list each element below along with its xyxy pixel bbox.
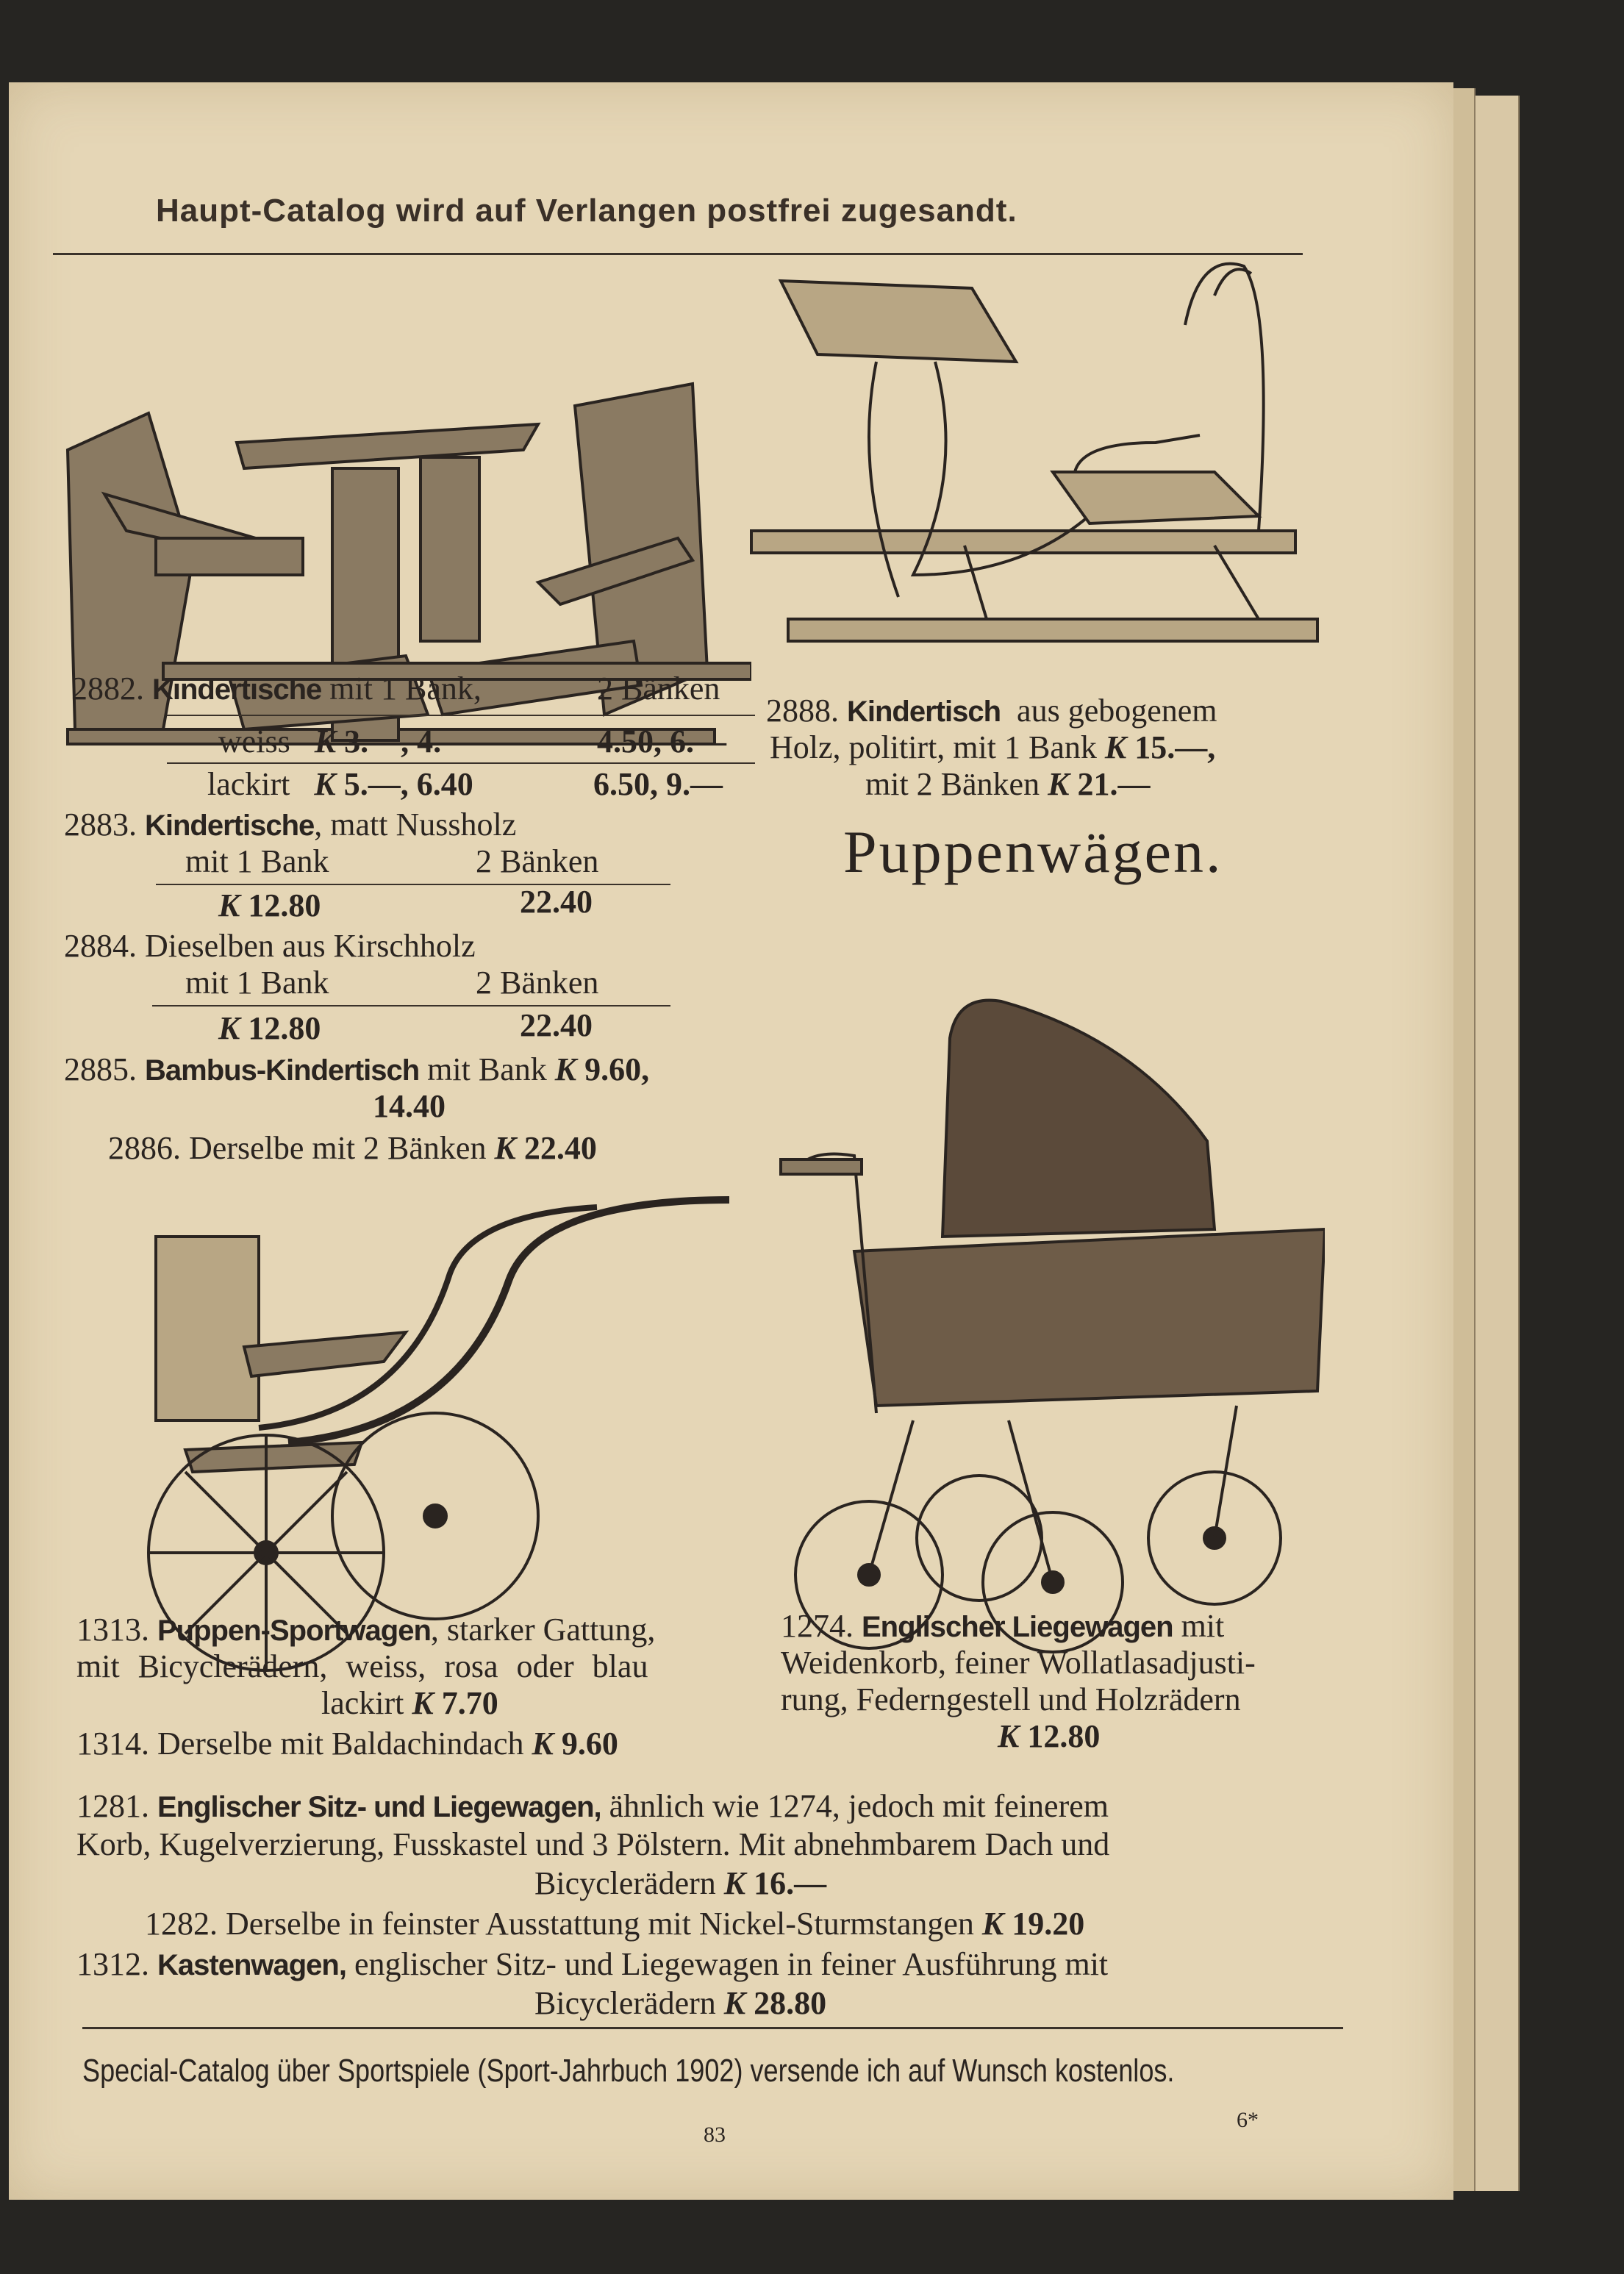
currency-symbol: K — [998, 1718, 1020, 1754]
item-number: 1313. — [76, 1612, 149, 1648]
item-1313 — [76, 1612, 655, 1649]
currency-symbol: K — [554, 1051, 577, 1087]
price-1-bench: 5.—, 6.40 — [343, 766, 473, 802]
item-desc: mit — [1181, 1608, 1225, 1644]
item-number: 2888. — [766, 693, 839, 729]
price-value: 22.40 — [523, 1130, 597, 1166]
item-1281-line3 — [534, 1865, 826, 1902]
item-1281 — [76, 1788, 1109, 1826]
item-2885 — [64, 1051, 649, 1089]
item-1313-line2: mit Bicyclerädern, weiss, rosa oder blau — [76, 1648, 648, 1684]
table-rule — [152, 1005, 670, 1007]
item-desc: , starker Gattung, — [430, 1612, 656, 1648]
price-value: 7.70 — [441, 1685, 498, 1721]
item-desc: lackirt — [321, 1685, 404, 1721]
price-2-benches: 22.40 — [520, 884, 593, 920]
header-title: Haupt-Catalog wird auf Verlangen postfrei zugesandt. — [156, 193, 1017, 229]
item-2888-line2 — [770, 729, 1215, 766]
table-rule — [156, 884, 670, 885]
item-name: Kastenwagen, — [157, 1949, 346, 1981]
table-rule — [167, 762, 755, 764]
footer-note: Special-Catalog über Sportspiele (Sport-Jahrbuch 1902) versende ich auf Wunsch kostenlos. — [82, 2053, 1175, 2089]
item-desc: Derselbe mit Baldachindach — [157, 1726, 524, 1762]
item-name: Englischer Liegewagen — [862, 1611, 1173, 1643]
currency-symbol: K — [314, 723, 337, 759]
price-value: 19.20 — [1012, 1906, 1085, 1942]
currency-symbol: K — [218, 887, 240, 923]
price-value: 12.80 — [248, 887, 321, 923]
currency-symbol: K — [412, 1685, 434, 1721]
item-desc: Bicyclerädern — [534, 1865, 716, 1901]
item-number: 2883. — [64, 807, 137, 843]
col-header-2-benches: 2 Bänken — [597, 671, 720, 707]
item-2886 — [108, 1130, 597, 1167]
item-number: 2885. — [64, 1051, 137, 1087]
item-2884 — [64, 928, 476, 965]
item-number: 1274. — [781, 1608, 854, 1644]
item-1282 — [145, 1906, 1084, 1942]
col-header-1-bench: mit 1 Bank — [185, 965, 329, 1001]
price-row-lackirt — [207, 766, 473, 803]
row-label: weiss — [218, 723, 290, 759]
item-2888-line3 — [865, 766, 1150, 803]
item-1274 — [781, 1608, 1224, 1645]
item-desc: aus gebogenem — [1017, 693, 1217, 729]
col-header-1-bench: mit 1 Bank — [185, 843, 329, 879]
item-number: 1314. — [76, 1726, 149, 1762]
item-number: 1282. — [145, 1906, 218, 1942]
item-1313-line3 — [321, 1685, 498, 1722]
item-1314 — [76, 1726, 618, 1762]
price-2-benches: 22.40 — [520, 1007, 593, 1043]
price-2-benches: 4.50, 6.— — [597, 723, 726, 759]
item-name: Englischer Sitz- und Liegewagen, — [157, 1791, 601, 1823]
item-desc: ähnlich wie 1274, jedoch mit feinerem — [609, 1788, 1109, 1824]
price-value: 15.—, — [1134, 729, 1216, 765]
item-number: 2882. — [71, 671, 144, 707]
currency-symbol: K — [532, 1726, 554, 1762]
item-desc: mit Bank — [427, 1051, 547, 1087]
item-1312 — [76, 1946, 1108, 1984]
item-number: 2884. — [64, 928, 137, 964]
currency-symbol: K — [218, 1010, 240, 1046]
price-1-bench — [218, 1010, 321, 1047]
item-name: Kindertische — [152, 673, 322, 706]
item-1274-line2: Weidenkorb, feiner Wollatlasadjusti- — [781, 1645, 1256, 1681]
item-number: 1281. — [76, 1788, 149, 1824]
item-2888 — [766, 693, 1217, 730]
item-name: Kindertische — [145, 809, 315, 842]
price-value: 9.60 — [561, 1726, 618, 1762]
currency-symbol: K — [723, 1985, 746, 2021]
signature-mark: 6* — [1237, 2108, 1259, 2132]
item-desc: Dieselben aus Kirschholz — [145, 928, 476, 964]
item-1274-line3: rung, Federngestell und Holzrädern — [781, 1681, 1241, 1717]
page-number: 83 — [704, 2123, 726, 2147]
price-value: 9.60, — [584, 1051, 650, 1087]
price-row-weiss — [218, 723, 473, 760]
english-pram-illustration — [766, 906, 1325, 1678]
price-value: 12.80 — [248, 1010, 321, 1046]
item-desc: mit 2 Bänken — [865, 766, 1040, 802]
item-desc: Bicyclerädern — [534, 1985, 716, 2021]
item-number: 2886. — [108, 1130, 181, 1166]
item-desc: Derselbe mit 2 Bänken — [189, 1130, 487, 1166]
item-desc: englischer Sitz- und Liegewagen in feiner Ausführung mit — [354, 1946, 1109, 1982]
item-name: Puppen-Sportwagen — [157, 1615, 431, 1647]
section-title: Puppenwägen. — [843, 818, 1223, 885]
row-label: lackirt — [207, 766, 290, 802]
price-value: 21.— — [1077, 766, 1151, 802]
footer-rule — [82, 2027, 1343, 2029]
price-value: 12.80 — [1027, 1718, 1101, 1754]
item-name: Kindertisch — [847, 696, 1001, 728]
item-name: Bambus-Kindertisch — [145, 1054, 420, 1087]
item-1281-line2: Korb, Kugelverzierung, Fusskastel und 3 Pölstern. Mit abnehmbarem Dach und — [76, 1826, 1110, 1862]
item-desc: Derselbe in feinster Ausstattung mit Nickel-Sturmstangen — [226, 1906, 974, 1942]
currency-symbol: K — [494, 1130, 516, 1166]
catalog-page — [9, 82, 1453, 2200]
price-1-bench — [218, 887, 321, 924]
item-2882 — [71, 671, 482, 708]
table-rule — [167, 715, 755, 716]
col-header-2-benches: 2 Bänken — [476, 965, 599, 1001]
item-desc: mit 1 Bank, — [329, 671, 482, 707]
price-value: 14.40 — [373, 1088, 446, 1124]
item-number: 1312. — [76, 1946, 149, 1982]
item-1274-price — [998, 1718, 1100, 1755]
doll-sport-stroller-illustration — [141, 1170, 744, 1685]
price-value: 28.80 — [754, 1985, 827, 2021]
bentwood-table-bench-illustration — [744, 251, 1332, 663]
price-value: 16.— — [754, 1865, 827, 1901]
price-2-benches: 6.50, 9.— — [593, 766, 723, 802]
item-2883 — [64, 807, 516, 844]
item-1312-line2 — [534, 1985, 826, 2022]
currency-symbol: K — [1048, 766, 1070, 802]
item-desc: , matt Nussholz — [314, 807, 517, 843]
currency-symbol: K — [1104, 729, 1127, 765]
item-desc: Holz, politirt, mit 1 Bank — [770, 729, 1097, 765]
price-1-bench: 3.—, 4.— — [344, 723, 474, 759]
currency-symbol: K — [981, 1906, 1004, 1942]
col-header-2-benches: 2 Bänken — [476, 843, 599, 879]
currency-symbol: K — [314, 766, 336, 802]
currency-symbol: K — [723, 1865, 746, 1901]
